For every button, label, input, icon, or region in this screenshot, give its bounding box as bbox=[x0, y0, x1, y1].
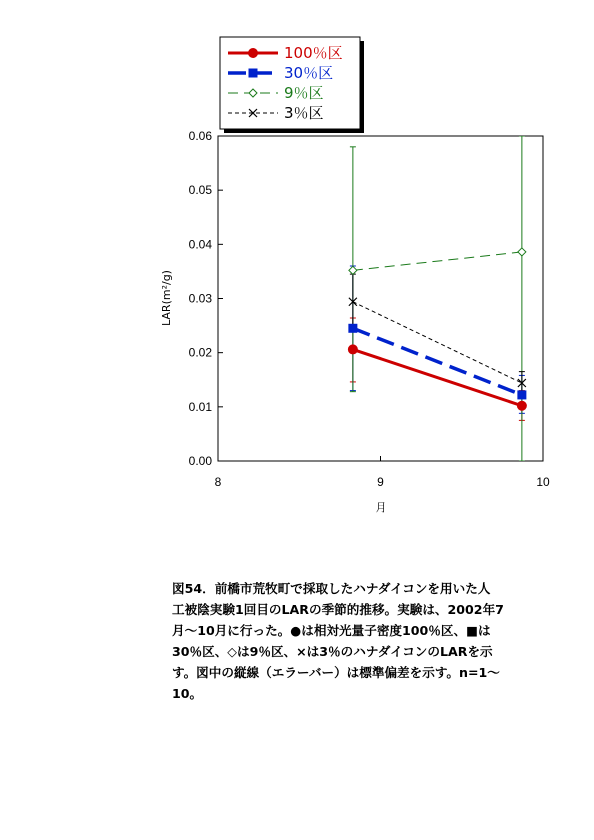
y-tick-label: 0.01 bbox=[188, 399, 212, 414]
series-0 bbox=[350, 318, 525, 420]
legend-label: 3％区 bbox=[284, 104, 324, 122]
plot-area bbox=[218, 136, 543, 461]
marker-square bbox=[517, 390, 526, 399]
marker-square bbox=[348, 324, 357, 333]
y-tick-label: 0.04 bbox=[188, 237, 212, 252]
x-tick-label: 9 bbox=[377, 475, 384, 489]
marker-circle bbox=[517, 401, 527, 411]
marker-square bbox=[249, 69, 258, 78]
y-tick-label: 0.02 bbox=[188, 345, 212, 360]
series-1 bbox=[350, 266, 525, 413]
y-tick-label: 0.05 bbox=[188, 183, 212, 198]
legend-label: 30％区 bbox=[284, 64, 334, 82]
marker-diamond bbox=[349, 266, 357, 274]
y-tick-label: 0.03 bbox=[188, 291, 212, 306]
marker-circle bbox=[348, 344, 358, 354]
y-axis-label: LAR(m²/g) bbox=[160, 270, 173, 326]
legend bbox=[220, 37, 364, 133]
marker-diamond bbox=[518, 248, 526, 256]
series-line bbox=[353, 252, 522, 270]
series-line bbox=[353, 302, 522, 383]
legend-label: 9％区 bbox=[284, 84, 324, 102]
series-line bbox=[353, 349, 522, 405]
figure-caption: 図54．前橋市荒牧町で採取したハナダイコンを用いた人 工被陰実験1回目のLARの季節的推移。実験は、2002年7 月～10月に行った。●は相対光量子密度100％区、■は 30％区、◇は9％区、×は3％のハナダイコンのLARを示 す。図中の縦線（エラーバー）は標準偏差を示す。n=1～ 10。 bbox=[172, 581, 504, 701]
x-axis-label: 月 bbox=[375, 501, 387, 514]
series-2 bbox=[350, 136, 525, 461]
y-tick-label: 0.00 bbox=[188, 454, 212, 468]
x-tick-label: 8 bbox=[214, 475, 222, 489]
marker-circle bbox=[248, 48, 258, 58]
x-tick-label: 10 bbox=[536, 475, 550, 489]
y-tick-label: 0.06 bbox=[188, 129, 212, 143]
series-line bbox=[353, 328, 522, 395]
legend-label: 100％区 bbox=[284, 44, 343, 62]
